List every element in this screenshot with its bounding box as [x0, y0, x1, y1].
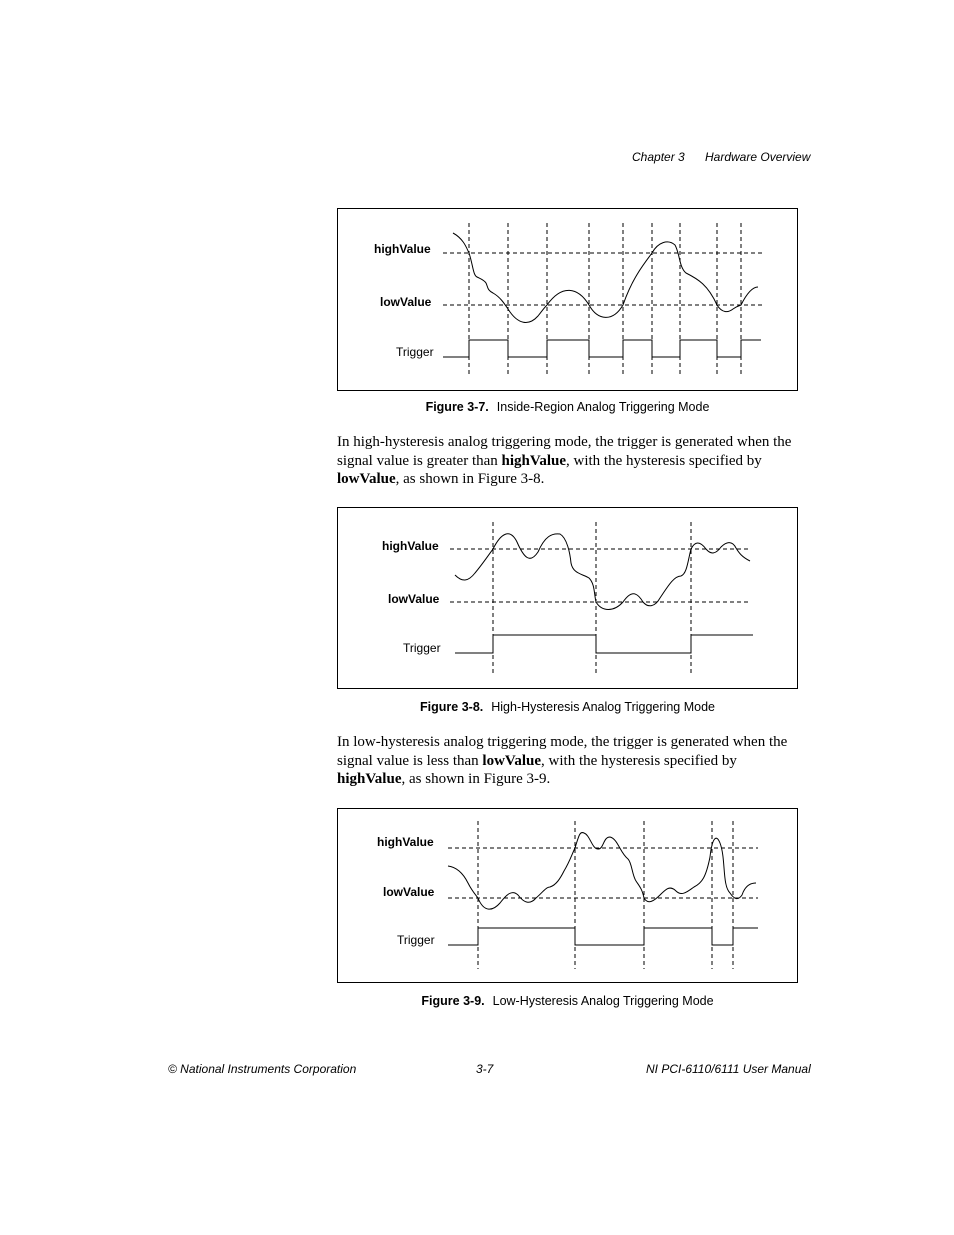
term-lowvalue: lowValue — [337, 471, 396, 487]
header-section: Hardware Overview — [705, 150, 811, 164]
figure-number: Figure 3-7. — [425, 400, 489, 414]
trigger-signal — [455, 635, 753, 653]
analog-signal-waveform — [455, 534, 750, 610]
term-highvalue: highValue — [337, 771, 402, 787]
figure-title: Low-Hysteresis Analog Triggering Mode — [492, 994, 714, 1008]
high-value-label: highValue — [374, 242, 431, 256]
footer-manual-title: NI PCI-6110/6111 User Manual — [646, 1062, 811, 1076]
paragraph-high-hysteresis: In high-hysteresis analog triggering mode, the trigger is generated when the signal value is greater than highValue, with the hysteresis specified by lowValue, as shown in Figure 3-8. — [337, 434, 792, 487]
figure-3-9 — [337, 808, 798, 983]
trigger-signal — [448, 928, 758, 945]
figure-3-8-caption — [337, 700, 798, 714]
high-value-label: highValue — [382, 539, 439, 553]
trigger-label: Trigger — [403, 641, 441, 655]
figure-3-9-caption — [337, 994, 798, 1008]
figure-number: Figure 3-8. — [420, 700, 484, 714]
figure-title: Inside-Region Analog Triggering Mode — [496, 400, 710, 414]
low-value-label: lowValue — [383, 885, 435, 899]
figure-3-8 — [337, 507, 798, 689]
term-lowvalue: lowValue — [482, 752, 542, 769]
header-chapter: Chapter 3 — [632, 150, 685, 164]
figure-3-7 — [337, 208, 798, 391]
footer-page-number: 3-7 — [476, 1062, 494, 1076]
footer-copyright: © National Instruments Corporation — [168, 1062, 357, 1076]
trigger-label: Trigger — [397, 933, 435, 947]
term-highvalue: highValue — [501, 452, 567, 469]
high-value-label: highValue — [377, 835, 434, 849]
paragraph-low-hysteresis: In low-hysteresis analog triggering mode, the trigger is generated when the signal value is less than lowValue, with the hysteresis specified by highValue, as shown in Figure 3-9. — [337, 734, 788, 787]
trigger-pulse-train — [443, 340, 761, 357]
figure-number: Figure 3-9. — [421, 994, 485, 1008]
analog-signal-waveform — [453, 233, 758, 322]
trigger-label: Trigger — [396, 345, 434, 359]
low-value-label: lowValue — [388, 592, 440, 606]
figure-title: High-Hysteresis Analog Triggering Mode — [491, 700, 715, 714]
low-value-label: lowValue — [380, 295, 432, 309]
figure-3-7-caption — [337, 400, 798, 414]
